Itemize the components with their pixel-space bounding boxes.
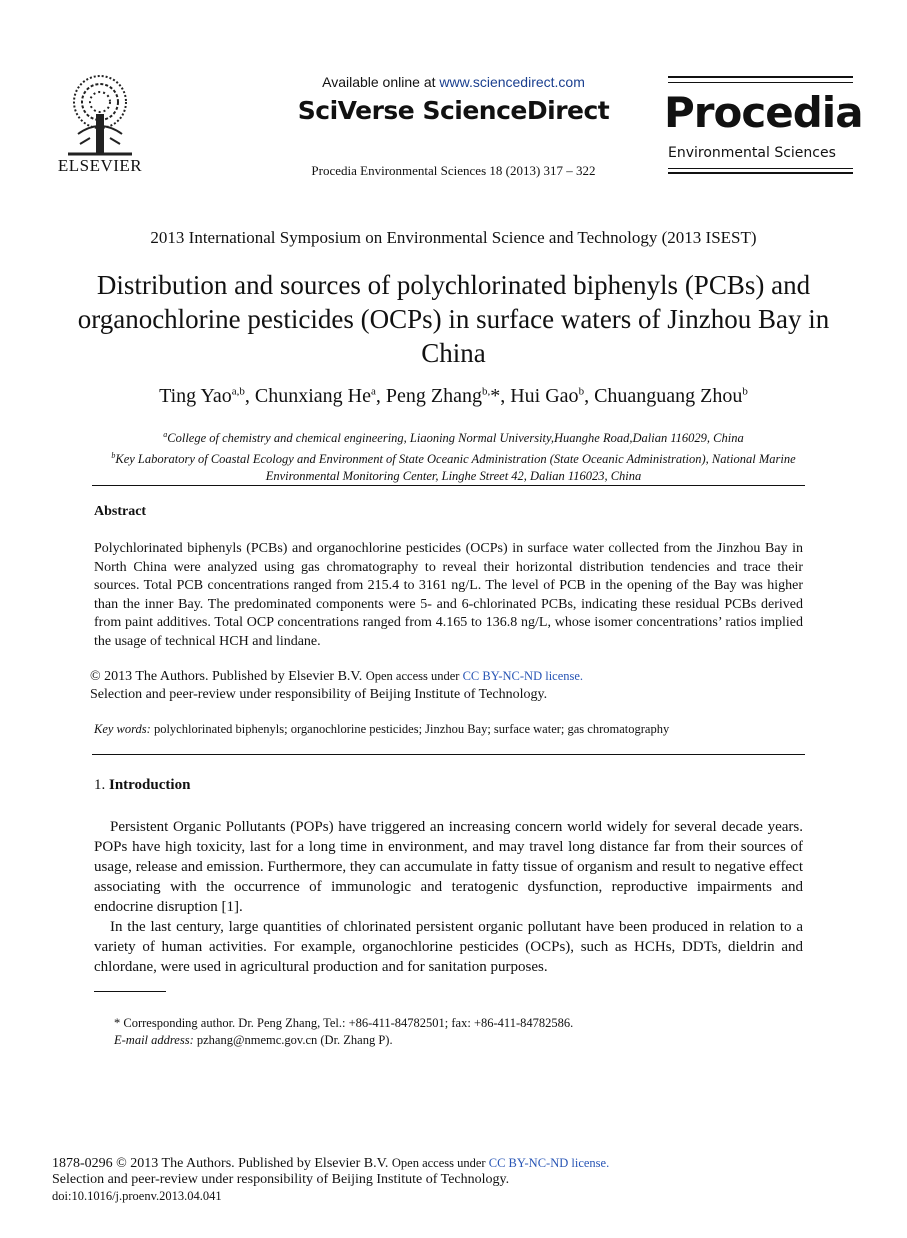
doi[interactable]: doi:10.1016/j.proenv.2013.04.041 <box>52 1189 222 1203</box>
affiliation-b: $^b$Key Laboratory of Coastal Ecology and Environment of State Oceanic Administration (State Oceanic Administration), National Marine Environmental Monitoring Center, Linghe Street 42, Dalian 116023, China <box>111 451 796 484</box>
divider <box>92 754 805 755</box>
author: Peng Zhang$^{b,}$*, <box>385 385 511 407</box>
paragraph: In the last century, large quantities of chlorinated persistent organic pollutant have been produced in relation to a variety of human activities. For example, organochlorine pesticides (OCPs), such as HCHs, DDTs, dieldrin and chlordane, were used in agricultural production and for sanitation purposes. <box>94 919 803 975</box>
section-heading: 1. Introduction <box>94 777 191 793</box>
copyright-notice: © 2013 The Authors. Published by Elsevier B.V. Open access under CC BY-NC-ND license. Selection and peer-review under responsibility of Beijing Institute of Technology. <box>90 669 584 702</box>
author-list <box>0 385 907 408</box>
footer-license-link[interactable]: CC BY-NC-ND license. <box>488 1156 610 1170</box>
symposium-name: 2013 International Symposium on Environmental Science and Technology (2013 ISEST) <box>150 228 757 247</box>
abstract-text: Polychlorinated biphenyls (PCBs) and organochlorine pesticides (OCPs) in surface water collected from the Jinzhou Bay in North China were analyzed using gas chromatography to reveal their horizontal distribution tendencies and trace their sources. Total PCB concentrations ranged from 215.4 to 3161 ng/L. The level of PCB in the opening of the Bay was higher than the inner Bay. The predominated components were 5- and 6-chlorinated PCBs, indicating these residual PCBs derived from paint additives. Total OCP concentrations ranged from 4.165 to 136.8 ng/L, whose isomer concentrations’ ratios implied the usage of technical HCH and lindane. <box>94 541 803 649</box>
email-address: E-mail address: pzhang@nmemc.gov.cn (Dr. Zhang P). <box>114 1033 393 1047</box>
author: Hui Gao$^b$, <box>510 385 595 407</box>
corresponding-author: * Corresponding author. Dr. Peng Zhang, Tel.: +86-411-84782501; fax: +86-411-84782586. <box>114 1016 574 1030</box>
paper-title: Distribution and sources of polychlorinated biphenyls (PCBs) and organochlorine pesticides (OCPs) in surface waters of Jinzhou Bay in China <box>77 270 830 368</box>
author: Ting Yao$^{a,b}$, <box>159 385 255 407</box>
footnotes <box>114 1015 804 1049</box>
divider <box>92 485 805 486</box>
procedia-rule <box>668 76 853 78</box>
introduction-text <box>94 817 803 977</box>
abstract-heading: Abstract <box>94 504 147 519</box>
journal-reference: Procedia Environmental Sciences 18 (2013) 317 – 322 <box>311 163 596 178</box>
elsevier-wordmark: ELSEVIER <box>57 156 143 175</box>
procedia-rule <box>668 172 853 174</box>
page-footer: 1878-0296 © 2013 The Authors. Published by Elsevier B.V. Open access under CC BY-NC-ND license. Selection and peer-review under responsibility of Beijing Institute of Technology. doi:10.1016/j.proenv.2013.04.041 <box>52 1155 852 1204</box>
keywords: Key words: polychlorinated biphenyls; organochlorine pesticides; Jinzhou Bay; surface water; gas chromatography <box>94 722 670 736</box>
available-prefix: Available online at <box>322 74 440 90</box>
procedia-logo: Procedia <box>664 88 863 137</box>
paragraph: Persistent Organic Pollutants (POPs) have triggered an increasing concern world widely for several decade years. POPs have high toxicity, last for a long time in environment, and may travel long distance far from their sources of usage, release and emission. Furthermore, they can accumulate in fatty tissue of organism and result to negative effect associating with the occurrence of immunologic and teratogenic dysfunction, reproductive impairments and endocrine disruption [1]. <box>94 819 803 915</box>
procedia-subtitle: Environmental Sciences <box>668 145 836 161</box>
affiliation-a: $^a$College of chemistry and chemical engineering, Liaoning Normal University,Huanghe Road,Dalian 116029, China <box>163 430 744 446</box>
author: Chuanguang Zhou$^b$ <box>594 385 748 407</box>
procedia-rule <box>668 168 853 169</box>
footnote-rule <box>94 991 166 992</box>
affiliations <box>90 426 817 485</box>
procedia-rule <box>668 82 853 83</box>
license-link[interactable]: CC BY-NC-ND license. <box>462 669 584 683</box>
sciencedirect-link[interactable]: www.sciencedirect.com <box>439 74 585 90</box>
author: Chunxiang He$^a$, <box>254 385 386 407</box>
sciverse-logo: SciVerse ScienceDirect <box>297 96 610 125</box>
